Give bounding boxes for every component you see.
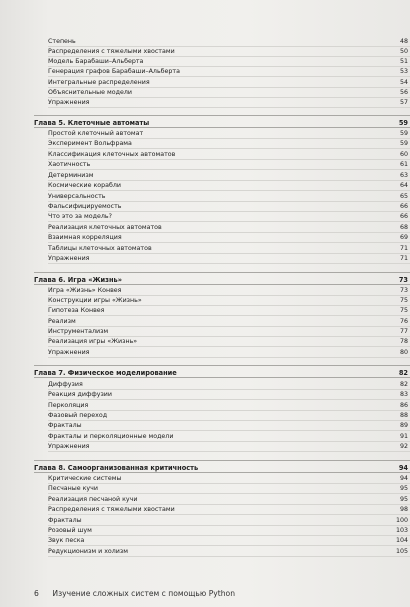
- toc-entry-title: Перколяция: [48, 402, 89, 409]
- toc-entry-title: Космические корабли: [48, 182, 121, 189]
- toc-entry-title: Простой клеточный автомат: [48, 130, 144, 137]
- toc-entry-page: 86: [399, 402, 408, 409]
- toc-entry-page: 89: [399, 422, 408, 429]
- toc-divider: [48, 221, 410, 222]
- toc-entry-title: Фракталы: [48, 422, 82, 429]
- toc-entry-page: 48: [399, 38, 408, 45]
- toc-entry-page: 61: [399, 161, 408, 168]
- toc-entry-title: Распределения с тяжелыми хвостами: [48, 48, 175, 55]
- toc-entry-title: Упражнения: [48, 99, 90, 106]
- toc-entry-title: Детерминизм: [48, 172, 94, 179]
- toc-divider: [48, 107, 410, 108]
- toc-divider: [48, 346, 410, 347]
- toc-entry-page: 80: [399, 349, 408, 356]
- toc-entry-title: Упражнения: [48, 349, 90, 356]
- toc-divider: [48, 430, 410, 431]
- toc-entry-page: 82: [399, 381, 408, 388]
- toc-entry-title: Таблицы клеточных автоматов: [48, 245, 152, 252]
- toc-entry-page: 73: [398, 276, 408, 284]
- toc-entry-page: 56: [399, 89, 408, 96]
- toc-entry-page: 59: [399, 140, 408, 147]
- toc-divider: [48, 545, 410, 546]
- toc-entry-page: 105: [395, 548, 408, 555]
- toc-entry-page: 71: [399, 255, 408, 262]
- toc-entry-title: Песчаные кучи: [48, 485, 98, 492]
- chapter-top-rule: [34, 115, 410, 116]
- toc-entry-page: 69: [399, 234, 408, 241]
- toc-entry-title: Степень: [48, 38, 76, 45]
- toc-entry-page: 73: [399, 287, 408, 294]
- toc-entry-title: Звук песка: [48, 537, 85, 544]
- toc-entry-title: Хаотичность: [48, 161, 91, 168]
- toc-entry-page: 100: [395, 517, 408, 524]
- toc-entry-page: 50: [399, 48, 408, 55]
- chapter-top-rule: [34, 365, 410, 366]
- page-footer: [34, 589, 235, 598]
- toc-entry-page: 78: [399, 338, 408, 345]
- toc-entry-page: 65: [399, 193, 408, 200]
- toc-entry-page: 91: [399, 433, 408, 440]
- toc-entry-title: Фракталы и перколяционные модели: [48, 433, 174, 440]
- toc-entry-page: 104: [395, 537, 408, 544]
- toc-divider: [34, 284, 410, 285]
- toc-entry-page: 51: [399, 58, 408, 65]
- toc-entry-title: Взаимная корреляция: [48, 234, 122, 241]
- toc-entry-title: Эксперимент Вольфрама: [48, 140, 132, 147]
- toc-entry-title: Фальсифицируемость: [48, 203, 122, 210]
- toc-divider: [48, 148, 410, 149]
- toc-entry-page: 60: [399, 151, 408, 158]
- toc-entry-title: Интегральные распределения: [48, 79, 150, 86]
- toc-entry-page: 75: [399, 297, 408, 304]
- toc-entry-page: 98: [399, 506, 408, 513]
- toc-entry-title: Игра «Жизнь» Конвея: [48, 287, 122, 294]
- toc-entry-page: 76: [399, 318, 408, 325]
- toc-divider: [48, 357, 410, 358]
- toc-entry-title: Глава 8. Самоорганизованная критичность: [34, 464, 199, 472]
- toc-entry-title: Модель Барабаши–Альберта: [48, 58, 144, 65]
- toc-entry-page: 54: [399, 79, 408, 86]
- toc-entry-title: Генерация графов Барабаши–Альберта: [48, 68, 180, 75]
- toc-divider: [48, 263, 410, 264]
- toc-divider: [34, 377, 410, 378]
- toc-entry-page: 83: [399, 391, 408, 398]
- toc-entry-page: 66: [399, 203, 408, 210]
- toc-entry-title: Глава 5. Клеточные автоматы: [34, 119, 150, 127]
- toc-entry-page: 66: [399, 213, 408, 220]
- toc-entry-title: Глава 6. Игра «Жизнь»: [34, 276, 122, 284]
- toc-entry-title: Реакция диффузии: [48, 391, 112, 398]
- toc-entry-title: Что это за модель?: [48, 213, 112, 220]
- toc-entry-title: Универсальность: [48, 193, 106, 200]
- toc-entry-title: Распределения с тяжелыми хвостами: [48, 506, 175, 513]
- toc-divider: [48, 493, 410, 494]
- toc-entry-title: Фазовый переход: [48, 412, 108, 419]
- footer-book-title: Изучение сложных систем с помощью Python: [52, 589, 236, 598]
- toc-divider: [48, 451, 410, 452]
- toc-divider: [48, 315, 410, 316]
- toc-entry-page: 94: [398, 464, 408, 472]
- toc-entry-page: 95: [399, 496, 408, 503]
- toc-entry-page: 59: [399, 130, 408, 137]
- toc-entry-title: Диффузия: [48, 381, 83, 388]
- toc-divider: [34, 472, 410, 473]
- toc-entry-title: Розовый шум: [48, 527, 92, 534]
- toc-entry-title: Конструкции игры «Жизнь»: [48, 297, 142, 304]
- toc-entry-title: Классификация клеточных автоматов: [48, 151, 176, 158]
- toc-entry-title: Гипотеза Конвея: [48, 307, 105, 314]
- toc-entry-page: 57: [399, 99, 408, 106]
- toc-entry-page: 64: [399, 182, 408, 189]
- chapter-top-rule: [34, 460, 410, 461]
- toc-entry-page: 75: [399, 307, 408, 314]
- toc-entry-page: 77: [399, 328, 408, 335]
- toc-entry-title: Реализация игры «Жизнь»: [48, 338, 138, 345]
- toc-entry-page: 53: [399, 68, 408, 75]
- footer-page-number: 6: [34, 589, 39, 598]
- toc-divider: [48, 556, 410, 557]
- toc-entry-page: 63: [399, 172, 408, 179]
- toc-entry-page: 94: [399, 475, 408, 482]
- toc-entry-title: Упражнения: [48, 443, 90, 450]
- toc-entry-title: Инструментализм: [48, 328, 109, 335]
- toc-entry-page: 82: [398, 369, 408, 377]
- toc-divider: [48, 514, 410, 515]
- toc-entry-page: 71: [399, 245, 408, 252]
- toc-entry-page: 92: [399, 443, 408, 450]
- toc-entry-title: Критические системы: [48, 475, 122, 482]
- chapter-top-rule: [34, 272, 410, 273]
- toc-divider: [48, 76, 410, 77]
- toc-entry-page: 88: [399, 412, 408, 419]
- toc-entry-page: 103: [395, 527, 408, 534]
- toc-entry-title: Упражнения: [48, 255, 90, 262]
- toc-divider: [48, 190, 410, 191]
- toc-entry-title: Объяснительные модели: [48, 89, 132, 96]
- toc-divider: [48, 169, 410, 170]
- toc-entry-title: Глава 7. Физическое моделирование: [34, 369, 177, 377]
- toc-entry-title: Реализация клеточных автоматов: [48, 224, 162, 231]
- toc-divider: [48, 399, 410, 400]
- toc-entry-page: 68: [399, 224, 408, 231]
- toc-entry-page: 95: [399, 485, 408, 492]
- toc-entry-title: Реализация песчаной кучи: [48, 496, 138, 503]
- toc-divider: [48, 242, 410, 243]
- toc-divider: [34, 127, 410, 128]
- toc-entry-page: 59: [398, 119, 408, 127]
- toc-entry-title: Реализм: [48, 318, 76, 325]
- toc-entry-title: Фракталы: [48, 517, 82, 524]
- toc-entry-title: Редукционизм и холизм: [48, 548, 128, 555]
